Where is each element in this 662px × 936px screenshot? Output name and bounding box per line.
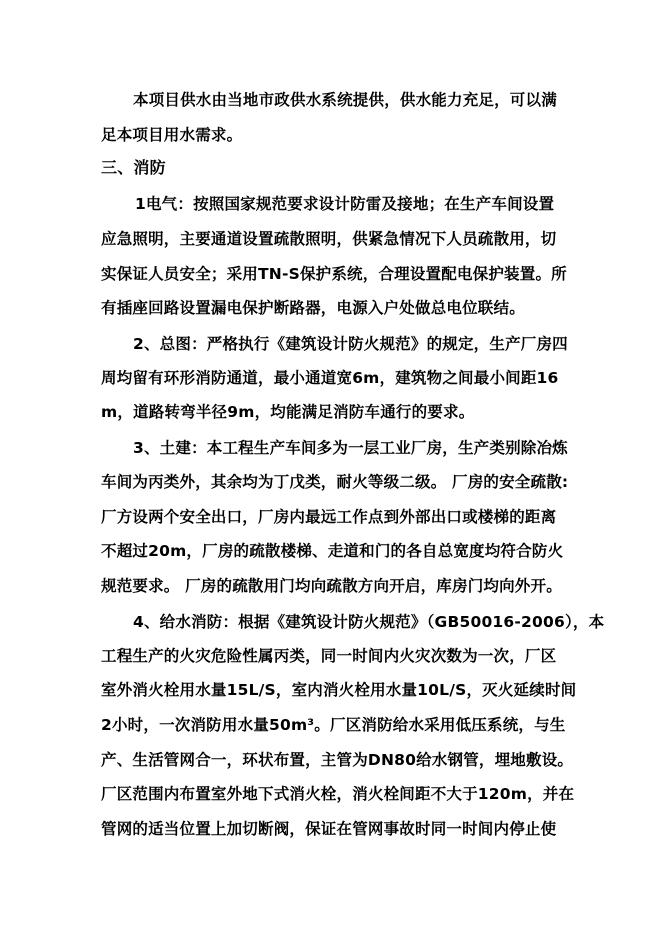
text-line: 管网的适当位置上加切断阀，保证在管网事故时同一时间内停止使: [101, 820, 557, 838]
text-line: 厂方设两个安全出口，厂房内最远工作点到外部出口或楼梯的距离: [101, 508, 557, 526]
text-line: 1电气：按照国家规范要求设计防雷及接地；在生产车间设置: [135, 195, 555, 213]
text-line: 应急照明，主要通道设置疏散照明，供紧急情况下人员疏散用，切: [101, 230, 557, 248]
text-line: 实保证人员安全；采用TN-S保护系统，合理设置配电保护装置。所: [101, 265, 567, 283]
text-line: 车间为丙类外，其余均为丁戊类，耐火等级二级。 厂房的安全疏散:: [101, 473, 569, 491]
text-line: 室外消火栓用水量15L/S，室内消火栓用水量10L/S，灭火延续时间: [101, 681, 577, 699]
text-line: 周均留有环形消防通道，最小通道宽6m，建筑物之间最小间距16: [101, 369, 559, 387]
text-line: 本项目供水由当地市政供水系统提供，供水能力充足，可以满: [133, 91, 557, 109]
text-line: 2小时，一次消防用水量50m³。厂区消防给水采用低压系统，与生: [101, 716, 566, 734]
text-line: 产、生活管网合一，环状布置，主管为DN80给水钢管，埋地敷设。: [101, 751, 574, 769]
section-heading: 三、消防: [101, 158, 166, 177]
text-line: 有插座回路设置漏电保护断路器，电源入户处做总电位联结。: [101, 299, 525, 317]
text-line: 规范要求。 厂房的疏散用门均向疏散方向开启，库房门均向外开。: [101, 577, 562, 595]
text-line: 足本项目用水需求。: [101, 126, 243, 144]
text-line: 2、总图：严格执行《建筑设计防火规范》的规定，生产厂房四: [133, 335, 568, 353]
text-line: 不超过20m，厂房的疏散楼梯、走道和门的各自总宽度均符合防火: [101, 542, 564, 560]
text-line: m，道路转弯半径9m，均能满足消防车通行的要求。: [101, 403, 475, 421]
text-line: 4、给水消防：根据《建筑设计防火规范》（GB50016-2006），本: [133, 613, 605, 631]
text-line: 3、土建：本工程生产车间多为一层工业厂房，生产类别除冶炼: [133, 439, 568, 457]
text-line: 厂区范围内布置室外地下式消火栓，消火栓间距不大于120m，并在: [101, 785, 575, 803]
text-line: 工程生产的火灾危险性属丙类，同一时间内火灾次数为一次，厂区: [101, 647, 557, 665]
